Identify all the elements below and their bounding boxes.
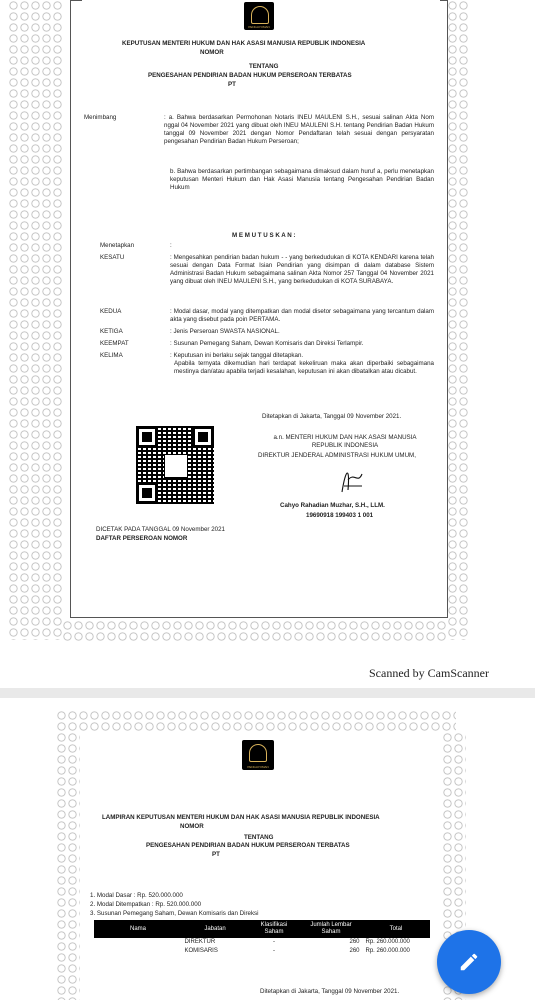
attachment-nomor: NOMOR (180, 823, 204, 830)
signature-title-2: REPUBLIK INDONESIA (311, 442, 379, 449)
table-row (95, 947, 430, 956)
shareholder-table (94, 920, 430, 956)
cell-klasifikasi: - (273, 939, 275, 945)
scanner-watermark: Scanned by CamScanner (369, 666, 489, 680)
ketiga-text: : Jenis Perseroan SWASTA NASIONAL. (170, 328, 280, 335)
cell-total: Rp. 260.000.000 (365, 948, 410, 954)
decree-document (82, 0, 440, 614)
cell-total: Rp. 260.000.000 (365, 939, 410, 945)
kedua-text: : Modal dasar, modal yang ditempatkan dan modal disetor sebagaimana yang tercantum dalam akta yang disebut pada poin PERTAMA. (170, 308, 434, 323)
kelima-text-1: : Keputusan ini berlaku sejak tanggal ditetapkan. (170, 352, 304, 359)
ketiga-label: KETIGA (100, 328, 123, 335)
ornament-border-left (8, 0, 62, 640)
kelima-text-2: Apabila ternyata dikemudian hari terdapat kekeliruan maka akan diperbaiki sebagaimana mestinya dan/atau apabila terjadi kesalahan, keputusan ini akan dibatalkan atau dicabut. (174, 360, 434, 375)
memutuskan-heading: M E M U T U S K A N : (232, 232, 296, 239)
attachment-subject: PENGESAHAN PENDIRIAN BADAN HUKUM PERSEROAN TERBATAS (146, 842, 350, 849)
kelima-label: KELIMA (100, 352, 123, 359)
edit-fab-button[interactable] (437, 930, 501, 994)
col-jabatan: Jabatan (182, 921, 249, 938)
attachment-pt: PT (212, 851, 220, 858)
ornament-border-top (56, 710, 456, 732)
kesatu-label: KESATU (100, 254, 125, 261)
ornament-border-right (447, 0, 469, 640)
cell-jabatan: KOMISARIS (184, 948, 218, 954)
ornament-border-bottom (62, 620, 447, 642)
col-total: Total (363, 921, 430, 938)
cell-jumlah: 260 (349, 939, 360, 945)
emblem-icon-2: PENGAYOMAN (242, 740, 274, 770)
emblem-icon: PENGAYOMAN (244, 2, 274, 30)
cell-jumlah: 260 (349, 948, 360, 954)
decree-nomor: NOMOR (200, 49, 224, 56)
dicetak-text: DICETAK PADA TANGGAL 09 November 2021 (96, 526, 225, 533)
col-nama: Nama (95, 921, 182, 938)
modal-dasar: 1. Modal Dasar : Rp. 520.000.000 (90, 892, 183, 899)
keempat-label: KEEMPAT (100, 340, 129, 347)
menetapkan-colon: : (170, 242, 172, 249)
cell-jabatan: DIREKTUR (184, 939, 216, 945)
col-jumlah: Jumlah Lembar Saham (300, 921, 363, 938)
pencil-icon (458, 949, 480, 975)
attachment-title: LAMPIRAN KEPUTUSAN MENTERI HUKUM DAN HAK ASASI MANUSIA REPUBLIK INDONESIA (102, 814, 380, 821)
qr-emblem-icon (164, 454, 188, 478)
attachment-document (80, 734, 442, 1000)
daftar-text: DAFTAR PERSEROAN NOMOR (96, 535, 188, 542)
keempat-text: : Susunan Pemegang Saham, Dewan Komisaris dan Direksi Terlampir. (170, 340, 364, 347)
signature-scribble (332, 462, 372, 496)
cell-nama (95, 947, 182, 956)
signature-title-3: DIREKTUR JENDERAL ADMINISTRASI HUKUM UMUM, (258, 452, 416, 459)
ornament-border-left-2 (56, 732, 80, 1000)
signer-name: Cahyo Rahadian Muzhar, S.H., LLM. (280, 502, 385, 509)
decree-title: KEPUTUSAN MENTERI HUKUM DAN HAK ASASI MANUSIA REPUBLIK INDONESIA (122, 40, 366, 47)
col-klasifikasi: Klasifikasi Saham (249, 921, 300, 938)
ditetapkan-text: Ditetapkan di Jakarta, Tanggal 09 November 2021. (262, 413, 402, 420)
table-header-row (95, 921, 430, 938)
menimbang-label: Menimbang (84, 114, 117, 121)
cell-nama (95, 938, 182, 948)
decree-pt: PT (228, 81, 236, 88)
menimbang-b: b. Bahwa berdasarkan pertimbangan sebagaimana dimaksud dalam huruf a, perlu menetapkan keputusan Menteri Hukum dan Hak Asasi Manusia tentang Pengesahan Pendirian Badan Hukum (170, 168, 434, 191)
kesatu-text: : Mengesahkan pendirian badan hukum - - yang berkedudukan di KOTA KENDARI karena telah sesuai dengan Data Format Isian Pendirian yang disimpan di dalam database Sistem Administrasi Badan Hukum sebagaimana salinan Akta Nomor 257 Tanggal 04 November 2021 yang dibuat oleh INEU MAULENI S.H., yang berkedudukan di KOTA SURABAYA. (170, 254, 434, 285)
susunan-pemegang: 3. Susunan Pemegang Saham, Dewan Komisaris dan Direksi (90, 910, 259, 917)
qr-code (136, 426, 214, 504)
decree-tentang: TENTANG (249, 63, 279, 70)
modal-ditempatkan: 2. Modal Ditempatkan : Rp. 520.000.000 (90, 901, 202, 908)
kedua-label: KEDUA (100, 308, 122, 315)
attachment-ditetapkan: Ditetapkan di Jakarta, Tanggal 09 November 2021. (260, 988, 400, 995)
attachment-tentang: TENTANG (244, 834, 274, 841)
decree-subject: PENGESAHAN PENDIRIAN BADAN HUKUM PERSEROAN TERBATAS (148, 72, 352, 79)
cell-klasifikasi: - (273, 948, 275, 954)
menimbang-a: : a. Bahwa berdasarkan Permohonan Notaris INEU MAULENI S.H., sesuai salinan Akta Nom nggal 04 November 2021 yang dibuat oleh INEU MAULENI S.H. tentang Pendirian Badan Hukum tanggal 09 November 2021 dengan Nomor Pendaftaran telah sesuai dengan persyaratan pengesahan Pendirian Badan Hukum Perseroan; (164, 114, 434, 145)
signer-nip: 19690918 199403 1 001 (306, 512, 374, 519)
table-row (95, 938, 430, 948)
signature-title-1: a.n. MENTERI HUKUM DAN HAK ASASI MANUSIA (273, 434, 417, 441)
menetapkan-label: Menetapkan (100, 242, 135, 249)
